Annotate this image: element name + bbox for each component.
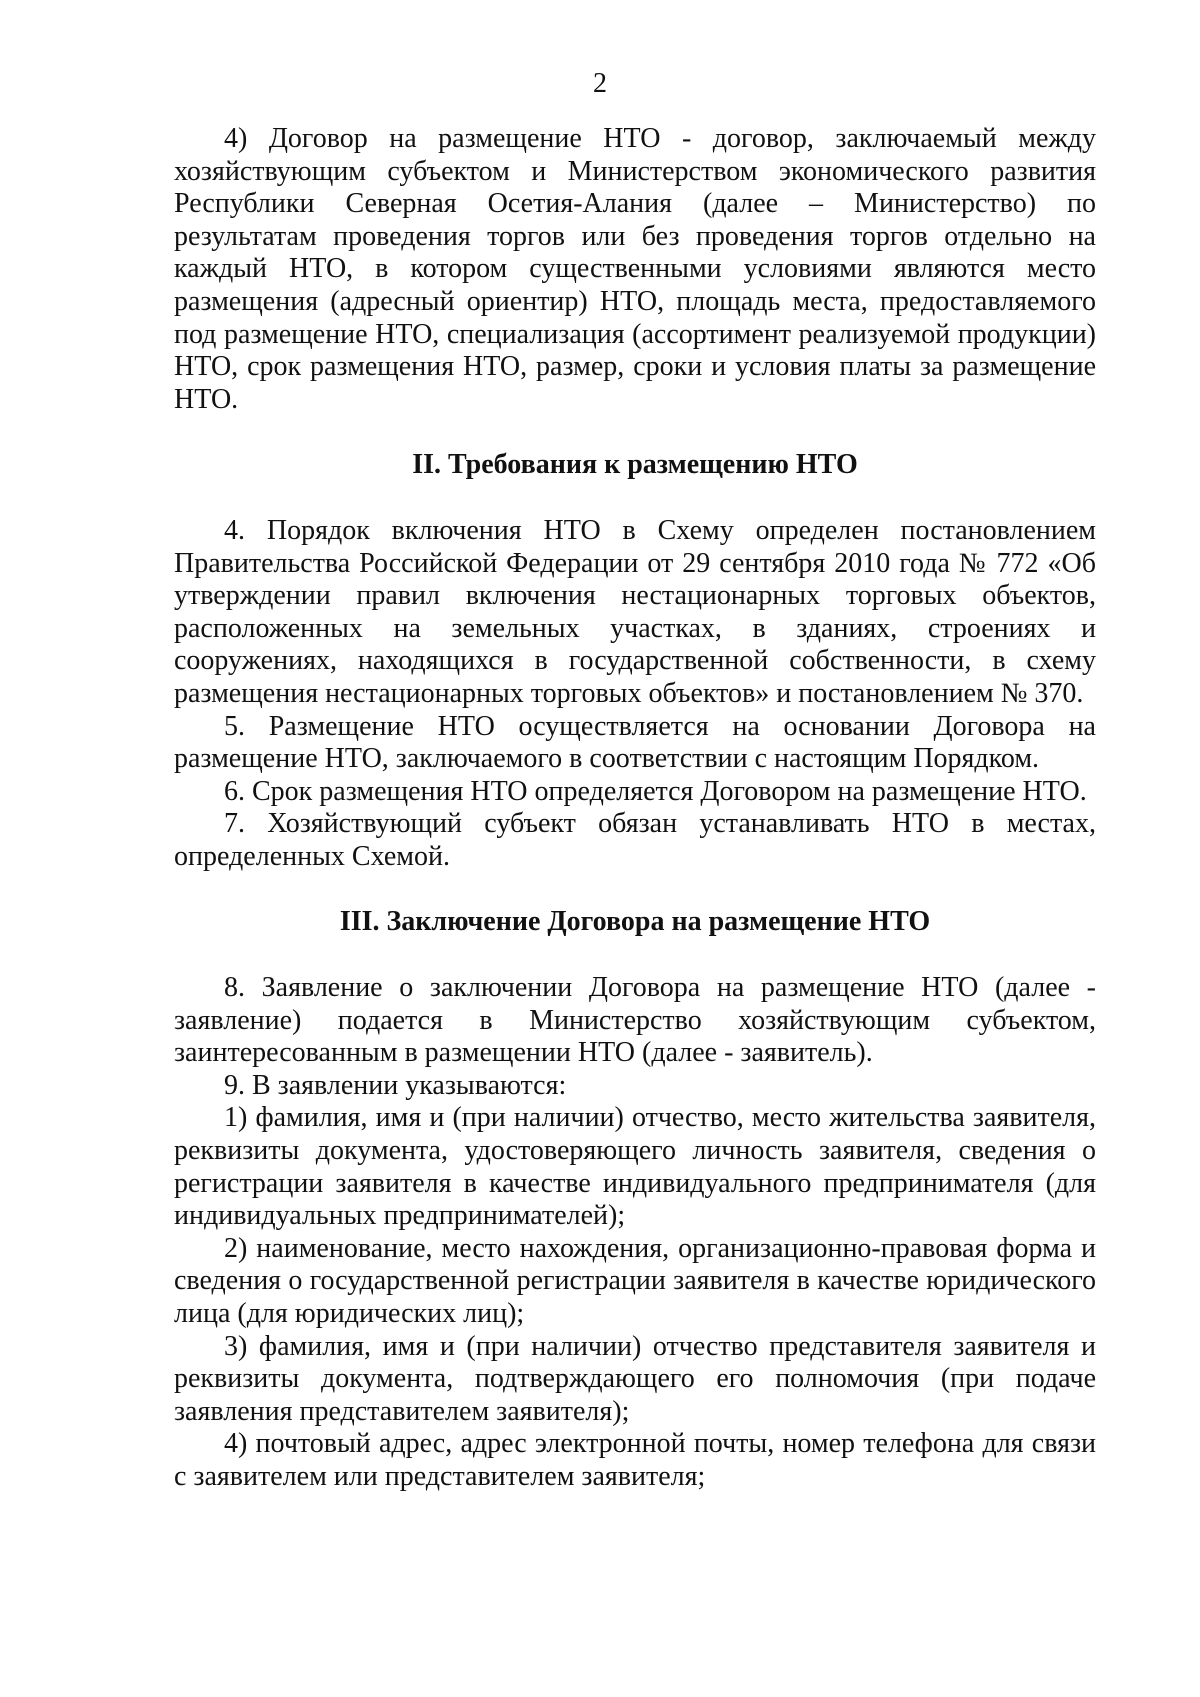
paragraph-item-9-4: 4) почтовый адрес, адрес электронной почты, номер телефона для связи с заявителем или представителем заявителя; bbox=[174, 1428, 1096, 1492]
paragraph-item-4: 4. Порядок включения НТО в Схему определен постановлением Правительства Российской Федерации от 29 сентября 2010 года № 772 «Об утверждении правил включения нестационарных торговых объектов, расположенных на земельных участках, в зданиях, строениях и сооружениях, находящихся в государственной собственности, в схему размещения нестационарных торговых объектов» и постановлением № 370. bbox=[174, 514, 1096, 709]
paragraph-item-6: 6. Срок размещения НТО определяется Договором на размещение НТО. bbox=[224, 775, 1087, 807]
paragraph-item-7: 7. Хозяйствующий субъект обязан устанавливать НТО в местах, определенных Схемой. bbox=[174, 808, 1096, 872]
paragraph-item-8: 8. Заявление о заключении Договора на размещение НТО (далее - заявление) подается в Министерство хозяйствующим субъектом, заинтересованным в размещении НТО (далее - заявитель). bbox=[174, 972, 1096, 1069]
paragraph-item-9: 9. В заявлении указываются: bbox=[224, 1069, 567, 1101]
section-2-heading: II. Требования к размещению НТО bbox=[412, 449, 858, 481]
paragraph-item-9-1: 1) фамилия, имя и (при наличии) отчество, место жительства заявителя, реквизиты документа, удостоверяющего личность заявителя, сведения о регистрации заявителя в качестве индивидуального предпринимателя (для индивидуальных предпринимателей); bbox=[174, 1102, 1096, 1232]
paragraph-item-9-3: 3) фамилия, имя и (при наличии) отчество представителя заявителя и реквизиты документа, подтверждающего его полномочия (при подаче заявления представителем заявителя); bbox=[174, 1330, 1096, 1427]
page-number: 2 bbox=[593, 68, 607, 99]
document-body bbox=[174, 123, 1096, 1494]
section-3-heading: III. Заключение Договора на размещение НТО bbox=[339, 906, 931, 938]
paragraph-item-5: 5. Размещение НТО осуществляется на основании Договора на размещение НТО, заключаемого в соответствии с настоящим Порядком. bbox=[174, 710, 1096, 775]
paragraph-contract-definition: 4) Договор на размещение НТО - договор, заключаемый между хозяйствующим субъектом и Министерством экономического развития Республики Северная Осетия-Алания (далее – Министерство) по результатам проведения торгов или без проведения торгов отдельно на каждый НТО, в котором существенными условиями являются место размещения (адресный ориентир) НТО, площадь места, предоставляемого под размещение НТО, специализация (ассортимент реализуемой продукции) НТО, срок размещения НТО, размер, сроки и условия платы за размещение НТО. bbox=[174, 123, 1096, 415]
paragraph-item-9-2: 2) наименование, место нахождения, организационно-правовая форма и сведения о государственной регистрации заявителя в качестве юридического лица (для юридических лиц); bbox=[174, 1232, 1096, 1329]
